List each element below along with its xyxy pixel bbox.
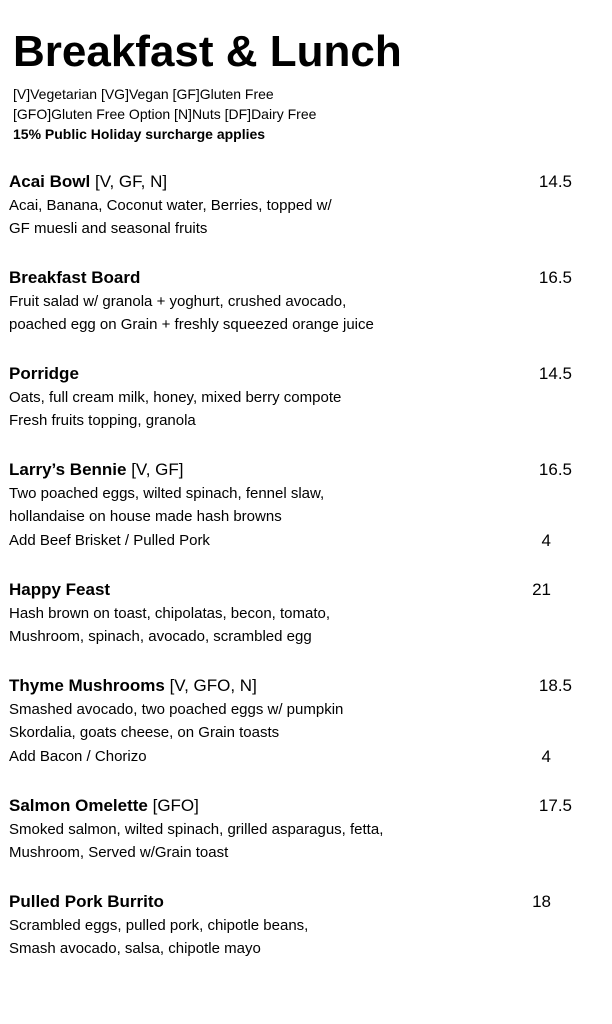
item-price: 18.5 — [538, 676, 572, 695]
item-heading — [9, 362, 589, 386]
addon-price: 4 — [541, 747, 551, 766]
item-description-line-1: Scrambled eggs, pulled pork, chipotle beans, — [9, 917, 309, 934]
item-description-line-1: Smashed avocado, two poached eggs w/ pumpkin — [9, 701, 344, 718]
menu-item-breakfast-board — [9, 266, 589, 336]
menu-item-salmon-omelette — [9, 794, 589, 864]
item-price: 16.5 — [538, 268, 572, 287]
item-tags: [V, GFO, N] — [164, 676, 257, 695]
item-name: Acai Bowl — [9, 172, 91, 191]
item-description-line-2: poached egg on Grain + freshly squeezed orange juice — [9, 316, 374, 333]
item-price: 18 — [532, 892, 551, 911]
item-description-line-1: Smoked salmon, wilted spinach, grilled asparagus, fetta, — [9, 821, 384, 838]
item-description-line-2: Smash avocado, salsa, chipotle mayo — [9, 940, 261, 957]
item-price: 16.5 — [538, 460, 572, 479]
item-description-line-2: hollandaise on house made hash browns — [9, 508, 282, 525]
menu-item-porridge — [9, 362, 589, 432]
item-name: Larry’s Bennie — [9, 460, 127, 479]
item-description-line-2: Mushroom, spinach, avocado, scrambled egg — [9, 628, 312, 645]
item-description-line-1: Acai, Banana, Coconut water, Berries, topped w/ — [9, 197, 332, 214]
addon-label: Add Bacon / Chorizo — [9, 748, 147, 765]
legend-line-1: [V]Vegetarian [VG]Vegan [GF]Gluten Free — [13, 86, 274, 102]
item-name: Thyme Mushrooms — [9, 676, 165, 695]
legend-line-2: [GFO]Gluten Free Option [N]Nuts [DF]Dairy Free — [13, 106, 317, 122]
item-price: 21 — [532, 580, 551, 599]
dietary-legend — [13, 84, 316, 144]
item-tags: [GFO] — [147, 796, 199, 815]
item-tags: [V, GF] — [126, 460, 184, 479]
menu-item-thyme-mushrooms — [9, 674, 589, 768]
menu-item-acai-bowl — [9, 170, 589, 240]
item-heading — [9, 794, 589, 818]
item-addon — [9, 529, 589, 552]
item-price: 14.5 — [538, 172, 572, 191]
item-name: Happy Feast — [9, 580, 111, 599]
item-tags: [V, GF, N] — [90, 172, 168, 191]
menu-item-larrys-bennie — [9, 458, 589, 552]
item-heading — [9, 890, 589, 914]
item-heading — [9, 266, 589, 290]
item-name: Porridge — [9, 364, 79, 383]
item-price: 14.5 — [538, 364, 572, 383]
item-description-line-1: Two poached eggs, wilted spinach, fennel slaw, — [9, 485, 325, 502]
item-name: Breakfast Board — [9, 268, 141, 287]
item-description-line-1: Oats, full cream milk, honey, mixed berry compote — [9, 389, 342, 406]
item-price: 17.5 — [538, 796, 572, 815]
menu-title: Breakfast & Lunch — [13, 27, 402, 76]
item-description-line-1: Fruit salad w/ granola + yoghurt, crushed avocado, — [9, 293, 347, 310]
menu-item-pulled-pork-burrito — [9, 890, 589, 960]
item-description-line-2: Mushroom, Served w/Grain toast — [9, 844, 229, 861]
item-heading — [9, 578, 589, 602]
menu-item-happy-feast — [9, 578, 589, 648]
item-heading — [9, 170, 589, 194]
item-heading — [9, 458, 589, 482]
menu-list — [9, 170, 589, 986]
item-description-line-2: Skordalia, goats cheese, on Grain toasts — [9, 724, 280, 741]
surcharge-note: 15% Public Holiday surcharge applies — [13, 126, 266, 142]
addon-price: 4 — [541, 531, 551, 550]
item-name: Pulled Pork Burrito — [9, 892, 164, 911]
item-name: Salmon Omelette — [9, 796, 148, 815]
item-description-line-1: Hash brown on toast, chipolatas, becon, tomato, — [9, 605, 331, 622]
item-description-line-2: Fresh fruits topping, granola — [9, 412, 196, 429]
item-heading — [9, 674, 589, 698]
addon-label: Add Beef Brisket / Pulled Pork — [9, 532, 210, 549]
item-addon — [9, 745, 589, 768]
item-description-line-2: GF muesli and seasonal fruits — [9, 220, 208, 237]
